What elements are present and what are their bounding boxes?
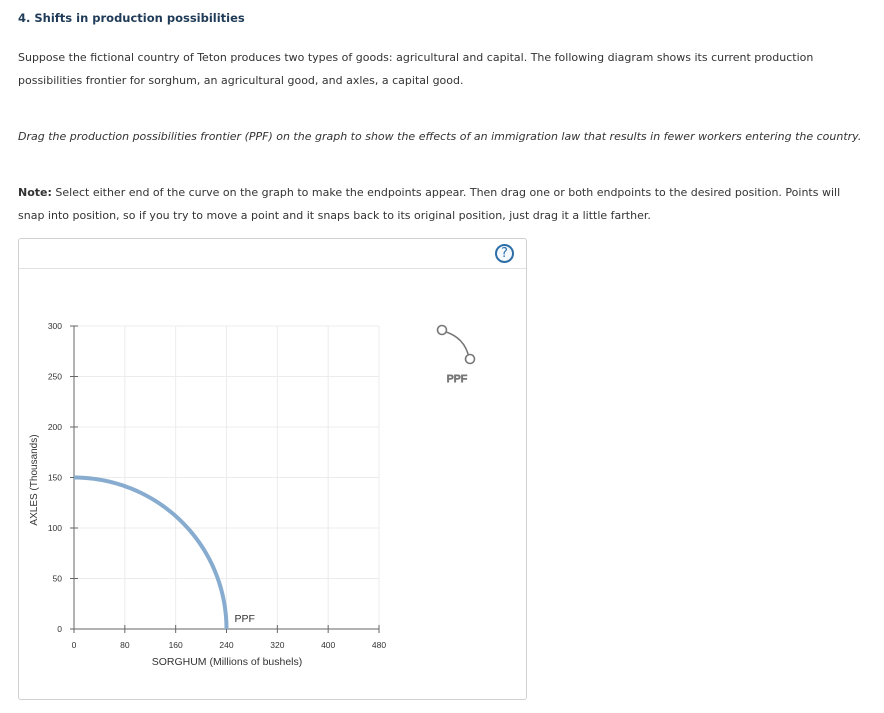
ppf-tool-endpoint-top[interactable] [438,326,447,335]
x-tick-label: 160 [168,640,183,650]
x-tick-label: 240 [219,640,234,650]
ppf-curve-label: PPF [234,613,255,625]
ppf-curve[interactable] [74,478,227,630]
y-tick-label: 250 [47,371,62,382]
x-tick-labels [72,640,387,650]
graph-panel [18,238,527,700]
y-tick-label: 50 [52,573,62,584]
ppf-tool-icon[interactable] [443,331,469,358]
y-tick-label: 150 [47,472,62,483]
help-icon[interactable]: ? [495,244,514,263]
x-tick-label: 80 [120,640,130,650]
axes [70,326,379,633]
y-tick-labels [48,321,62,634]
y-axis-label: AXLES (Thousands) [29,434,40,526]
question-title: 4. Shifts in production possibilities [18,11,245,25]
ppf-tool[interactable] [438,326,475,386]
x-tick-label: 400 [321,640,336,650]
ppf-graph[interactable] [19,269,524,697]
y-tick-label: 200 [47,422,62,432]
x-axis-label: SORGHUM (Millions of bushels) [151,656,303,668]
ppf-tool-label: PPF [446,373,468,385]
y-tick-label: 100 [47,523,62,533]
ppf-tool-endpoint-bottom[interactable] [466,355,475,364]
x-tick-label: 320 [270,640,285,650]
x-tick-label: 480 [371,640,387,650]
graph-toolbar [19,239,526,269]
note-label: Note: [18,186,52,199]
y-tick-label: 0 [57,624,62,634]
question-intro: Suppose the fictional country of Teton produces two types of goods: agricultural and capital. The following diagram shows its current production possibilities frontier for sorghum, an agricultural good, and axles, a capital good. [18,51,814,87]
grid-lines [74,326,379,629]
y-tick-label: 300 [47,321,62,331]
note-text: Select either end of the curve on the graph to make the endpoints appear. Then drag one or both endpoints to the desired position. Points will snap into position, so if you try to move a point and it snaps back to its original position, just drag it a little farther. [18,186,841,222]
x-tick-label: 0 [71,640,77,650]
question-note [18,181,868,227]
question-instruction: Drag the production possibilities frontier (PPF) on the graph to show the effects of an immigration law that results in fewer workers entering the country. [18,130,862,143]
